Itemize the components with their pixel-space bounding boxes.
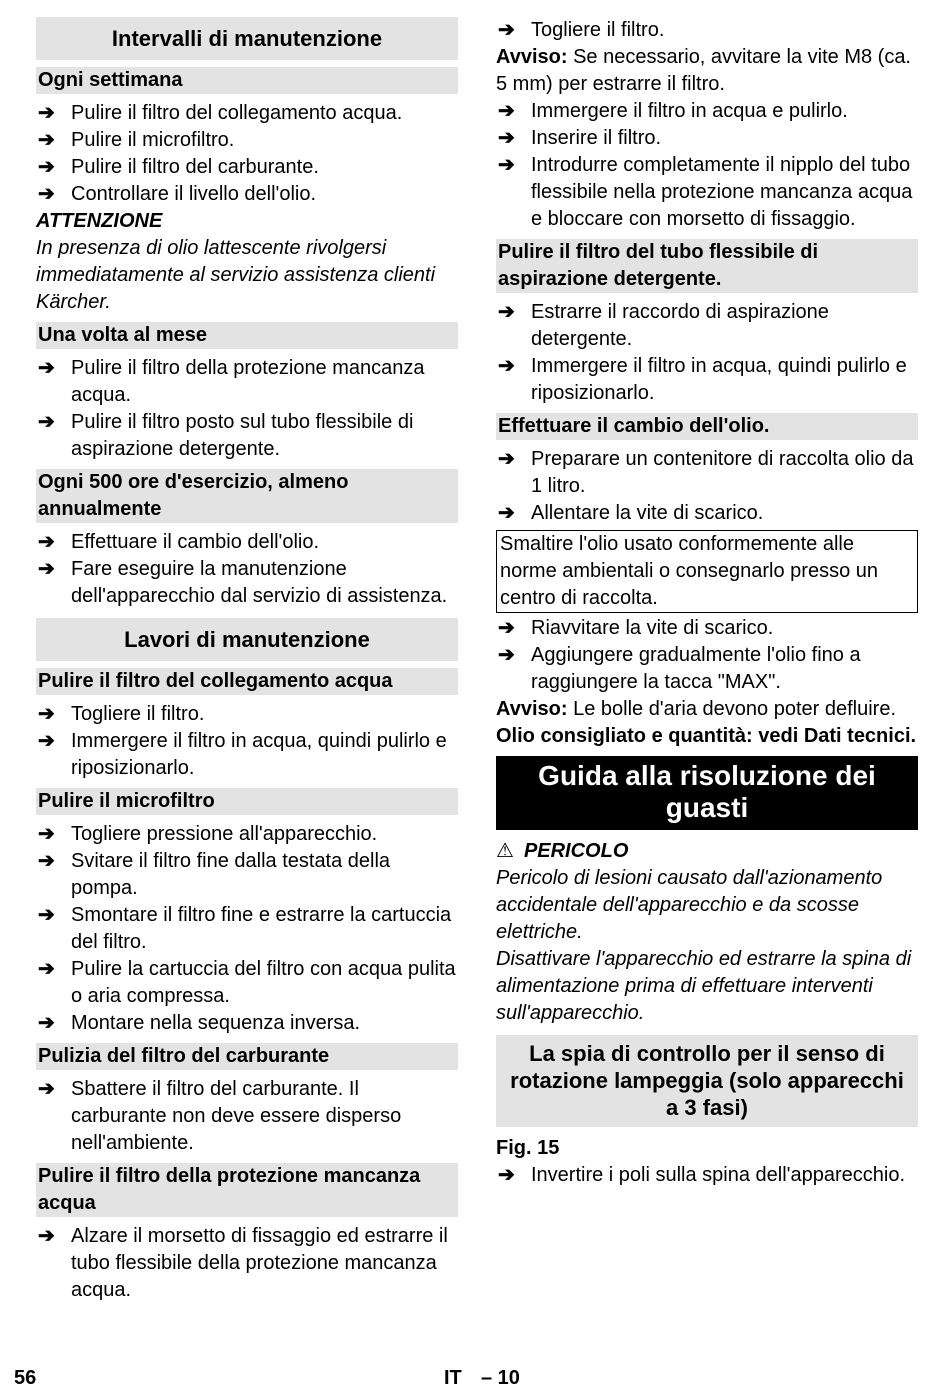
arrow-right-icon: ➔	[498, 448, 515, 470]
heading-monthly: Una volta al mese	[36, 322, 458, 349]
list-item: ➔ Effettuare il cambio dell'olio.	[36, 529, 458, 556]
list-item: ➔ Montare nella sequenza inversa.	[36, 1010, 458, 1037]
arrow-right-icon: ➔	[38, 183, 55, 205]
list-item: ➔ Svitare il filtro fine dalla testata della pompa.	[38, 850, 391, 899]
heading-fuel-filter: Pulizia del filtro del carburante	[36, 1043, 458, 1070]
list-item: ➔ Preparare un contenitore di raccolta olio da 1 litro.	[498, 448, 914, 497]
list-item: ➔ Immergere il filtro in acqua, quindi pulirlo e riposizionarlo.	[498, 355, 907, 404]
environment-note-box: Smaltire l'olio usato conformemente alle norme ambientali o consegnarlo presso un centro di raccolta.	[496, 530, 918, 613]
note-label: Avviso:	[496, 46, 568, 68]
list-item: ➔ Pulire il filtro del collegamento acqua.	[36, 100, 458, 127]
note: Avviso: Se necessario, avvitare la vite M8 (ca. 5 mm) per estrarre il filtro.	[496, 46, 911, 95]
list-item: ➔ Allentare la vite di scarico.	[496, 500, 918, 527]
note-label: Avviso:	[496, 698, 568, 720]
heading-detergent-filter: Pulire il filtro del tubo flessibile di aspirazione detergente.	[496, 239, 918, 293]
arrow-right-icon: ➔	[498, 1164, 515, 1186]
list-item: ➔ Controllare il livello dell'olio.	[36, 181, 458, 208]
arrow-right-icon: ➔	[38, 558, 55, 580]
arrow-right-icon: ➔	[38, 703, 55, 725]
list-item: ➔ Immergere il filtro in acqua e pulirlo.	[496, 98, 918, 125]
left-column	[36, 17, 458, 1304]
arrow-right-icon: ➔	[498, 502, 515, 524]
arrow-right-icon: ➔	[498, 617, 515, 639]
heading-500-hours: Ogni 500 ore d'esercizio, almeno annualmente	[36, 469, 458, 523]
heading-oil-change: Effettuare il cambio dell'olio.	[496, 413, 918, 440]
arrow-right-icon: ➔	[498, 127, 515, 149]
list-item: ➔ Pulire la cartuccia del filtro con acqua pulita o aria compressa.	[38, 958, 456, 1007]
arrow-right-icon: ➔	[38, 1225, 55, 1247]
list-item: ➔ Aggiungere gradualmente l'olio fino a raggiungere la tacca "MAX".	[498, 644, 861, 693]
list-item: ➔ Fare eseguire la manutenzione dell'apparecchio dal servizio di assistenza.	[38, 558, 448, 607]
heading-weekly: Ogni settimana	[36, 67, 458, 94]
arrow-right-icon: ➔	[498, 154, 515, 176]
arrow-right-icon: ➔	[38, 357, 55, 379]
list-item: ➔ Estrarre il raccordo di aspirazione detergente.	[498, 301, 829, 350]
danger-text-2: Disattivare l'apparecchio ed estrarre la spina di alimentazione prima di effettuare interventi sull'apparecchio.	[496, 948, 912, 1024]
list-item: ➔ Sbattere il filtro del carburante. Il carburante non deve essere disperso nell'ambiente.	[38, 1078, 402, 1154]
figure-reference: Fig. 15	[496, 1137, 560, 1159]
section-title-maintenance-intervals: Intervalli di manutenzione	[36, 17, 458, 60]
list-item: ➔ Pulire il filtro della protezione mancanza acqua.	[38, 357, 425, 406]
right-column	[496, 17, 918, 1189]
list-item: ➔ Introdurre completamente il nipplo del tubo flessibile nella protezione mancanza acqua e bloccare con morsetto di fissaggio.	[498, 154, 913, 230]
danger-text-1: Pericolo di lesioni causato dall'azionamento accidentale dell'apparecchio e da scosse elettriche.	[496, 867, 883, 943]
list-item: ➔ Togliere pressione all'apparecchio.	[36, 821, 458, 848]
arrow-right-icon: ➔	[38, 102, 55, 124]
arrow-right-icon: ➔	[38, 129, 55, 151]
note: Avviso: Le bolle d'aria devono poter defluire.	[496, 698, 897, 720]
heading-microfilter: Pulire il microfiltro	[36, 788, 458, 815]
arrow-right-icon: ➔	[38, 531, 55, 553]
arrow-right-icon: ➔	[38, 411, 55, 433]
danger-header: ⚠ PERICOLO	[496, 840, 629, 862]
arrow-right-icon: ➔	[498, 301, 515, 323]
attention-label: ATTENZIONE	[36, 210, 163, 232]
heading-lowwater-filter: Pulire il filtro della protezione mancanza acqua	[36, 1163, 458, 1217]
list-item: ➔ Alzare il morsetto di fissaggio ed estrarre il tubo flessibile della protezione mancanza acqua.	[38, 1225, 448, 1301]
arrow-right-icon: ➔	[498, 644, 515, 666]
attention-text: In presenza di olio lattescente rivolgersi immediatamente al servizio assistenza clienti Kärcher.	[36, 237, 436, 313]
list-item: ➔ Smontare il filtro fine e estrarre la cartuccia del filtro.	[38, 904, 452, 953]
arrow-right-icon: ➔	[38, 1078, 55, 1100]
arrow-right-icon: ➔	[38, 904, 55, 926]
list-item: ➔ Pulire il filtro posto sul tubo flessibile di aspirazione detergente.	[38, 411, 414, 460]
arrow-right-icon: ➔	[38, 1012, 55, 1034]
arrow-right-icon: ➔	[38, 958, 55, 980]
heading-water-filter: Pulire il filtro del collegamento acqua	[36, 668, 458, 695]
list-item: ➔ Inserire il filtro.	[496, 125, 918, 152]
list-item: ➔ Togliere il filtro.	[496, 17, 918, 44]
warning-icon: ⚠	[496, 840, 514, 862]
section-title-maintenance-works: Lavori di manutenzione	[36, 618, 458, 661]
page-number: 56	[14, 1367, 37, 1389]
list-item: ➔ Pulire il microfiltro.	[36, 127, 458, 154]
list-item: ➔ Riavvitare la vite di scarico.	[496, 615, 918, 642]
list-item: ➔ Pulire il filtro del carburante.	[36, 154, 458, 181]
list-item: ➔ Immergere il filtro in acqua, quindi pulirlo e riposizionarlo.	[38, 730, 447, 779]
footer-language: IT	[444, 1367, 462, 1389]
arrow-right-icon: ➔	[38, 823, 55, 845]
footer-section: – 10	[481, 1367, 520, 1389]
recommended-oil: Olio consigliato e quantità: vedi Dati tecnici.	[496, 725, 917, 747]
arrow-right-icon: ➔	[498, 19, 515, 41]
arrow-right-icon: ➔	[498, 355, 515, 377]
arrow-right-icon: ➔	[38, 156, 55, 178]
arrow-right-icon: ➔	[498, 100, 515, 122]
heading-rotation-indicator: La spia di controllo per il senso di rotazione lampeggia (solo apparecchi a 3 fasi)	[496, 1035, 918, 1127]
list-item: ➔ Togliere il filtro.	[36, 701, 458, 728]
section-title-troubleshooting: Guida alla risoluzione dei guasti	[496, 756, 918, 830]
arrow-right-icon: ➔	[38, 850, 55, 872]
list-item: ➔ Invertire i poli sulla spina dell'apparecchio.	[496, 1162, 918, 1189]
arrow-right-icon: ➔	[38, 730, 55, 752]
